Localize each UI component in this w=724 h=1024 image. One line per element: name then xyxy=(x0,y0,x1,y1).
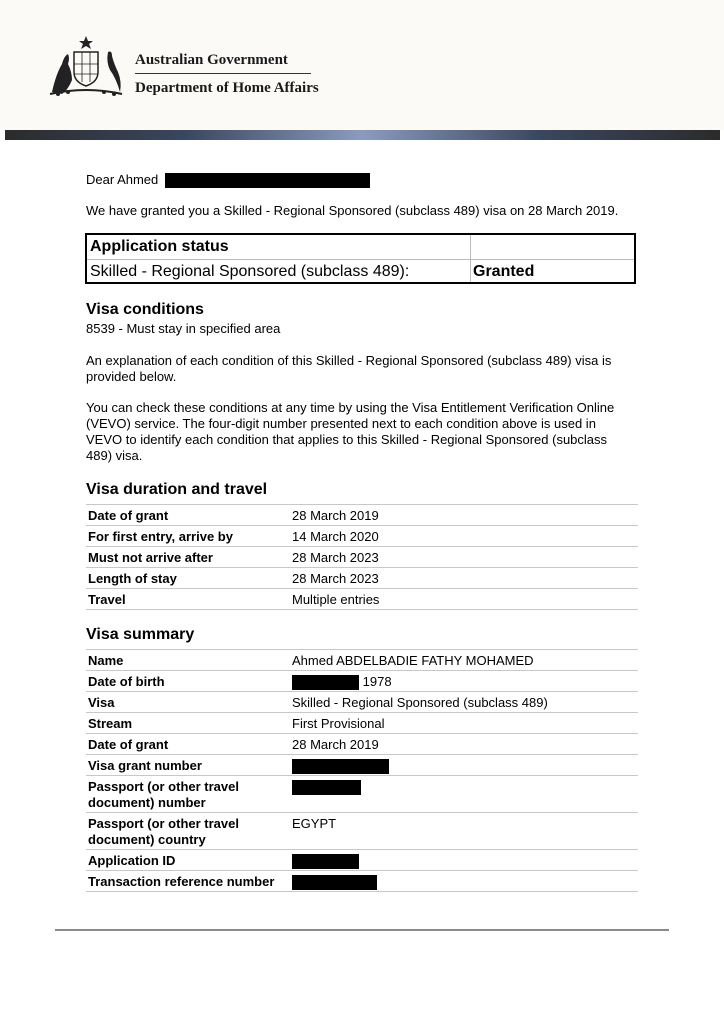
vevo-line-1: You can check these conditions at any time by using the Visa Entitlement Verification Online xyxy=(86,400,615,415)
application-status-title: Application status xyxy=(90,238,229,255)
org-name: Australian Government xyxy=(135,52,288,68)
redacted-transaction-reference xyxy=(292,875,377,890)
summary-table xyxy=(86,649,638,892)
row-label: Passport (or other travel document) country xyxy=(88,816,239,847)
grant-statement: We have granted you a Skilled - Regional Sponsored (subclass 489) visa on 28 March 2019. xyxy=(86,203,619,218)
header-band xyxy=(5,130,720,140)
row-value: 28 March 2019 xyxy=(292,737,379,752)
row-label: Name xyxy=(88,653,124,668)
row-label: Passport (or other travel document) number xyxy=(88,779,239,810)
row-value: EGYPT xyxy=(292,816,337,831)
status-visa: Skilled - Regional Sponsored (subclass 489): xyxy=(90,263,410,280)
vevo-line-4: 489) visa. xyxy=(86,448,143,463)
summary-title: Visa summary xyxy=(86,626,195,643)
duration-title: Visa duration and travel xyxy=(86,481,268,498)
letterhead xyxy=(0,0,724,130)
department-name: Department of Home Affairs xyxy=(135,80,319,96)
coat-of-arms-icon xyxy=(44,34,128,98)
table-row xyxy=(86,588,638,610)
row-label: Date of grant xyxy=(88,737,169,752)
redacted-grant-number xyxy=(292,759,389,774)
salutation-line xyxy=(86,172,370,188)
row-label: Visa xyxy=(88,695,115,710)
row-label: Transaction reference number xyxy=(88,874,275,889)
row-value: First Provisional xyxy=(292,716,385,731)
row-value-redacted xyxy=(292,874,377,890)
letterhead-rule xyxy=(135,73,311,74)
table-row xyxy=(86,870,638,892)
redacted-passport-number xyxy=(292,780,361,795)
row-value: Skilled - Regional Sponsored (subclass 489) xyxy=(292,695,548,710)
row-label: Application ID xyxy=(88,853,176,868)
table-row xyxy=(86,504,638,525)
explanation-line-1: An explanation of each condition of this Skilled - Regional Sponsored (subclass 489) visa is xyxy=(86,353,612,368)
row-label: Visa grant number xyxy=(88,758,202,773)
row-value: Ahmed ABDELBADIE FATHY MOHAMED xyxy=(292,653,534,668)
row-label: Length of stay xyxy=(88,571,177,586)
table-row xyxy=(86,754,638,775)
row-label: For first entry, arrive by xyxy=(88,529,233,544)
table-row xyxy=(86,525,638,546)
table-row xyxy=(86,733,638,754)
redacted-application-id xyxy=(292,854,359,869)
row-value: 28 March 2019 xyxy=(292,508,379,523)
row-label: Must not arrive after xyxy=(88,550,213,565)
vevo-line-2: (VEVO) service. The four-digit number presented next to each condition above is used in xyxy=(86,416,596,431)
row-value-redacted xyxy=(292,779,361,795)
row-value: 14 March 2020 xyxy=(292,529,379,544)
vevo-line-3: VEVO to identify each condition that applies to this Skilled - Regional Sponsored (subclass xyxy=(86,432,608,447)
row-label: Date of birth xyxy=(88,674,165,689)
redacted-birth-date xyxy=(292,675,359,690)
condition-item: 8539 - Must stay in specified area xyxy=(86,321,281,336)
table-row xyxy=(86,775,638,812)
row-value-redacted xyxy=(292,758,389,774)
table-row xyxy=(86,567,638,588)
explanation-line-2: provided below. xyxy=(86,369,177,384)
row-label: Stream xyxy=(88,716,133,731)
status-value: Granted xyxy=(473,263,535,280)
table-row xyxy=(86,712,638,733)
table-row xyxy=(86,649,638,670)
row-value: 28 March 2023 xyxy=(292,571,379,586)
table-row xyxy=(86,670,638,691)
duration-table xyxy=(86,504,638,610)
table-row xyxy=(86,849,638,870)
salutation: Dear Ahmed xyxy=(86,172,159,187)
table-row xyxy=(86,812,638,849)
row-label: Travel xyxy=(88,592,126,607)
row-value: 28 March 2023 xyxy=(292,550,379,565)
row-label: Date of grant xyxy=(88,508,169,523)
birth-year: 1978 xyxy=(362,674,392,689)
status-row-divider xyxy=(87,259,634,260)
footer-rule xyxy=(55,929,669,931)
application-status-box xyxy=(85,233,636,284)
redacted-surname xyxy=(165,173,370,188)
table-row xyxy=(86,546,638,567)
table-row xyxy=(86,691,638,712)
row-value-dob xyxy=(292,674,392,690)
row-value-redacted xyxy=(292,853,359,869)
visa-conditions-title: Visa conditions xyxy=(86,301,204,318)
row-value: Multiple entries xyxy=(292,592,380,607)
